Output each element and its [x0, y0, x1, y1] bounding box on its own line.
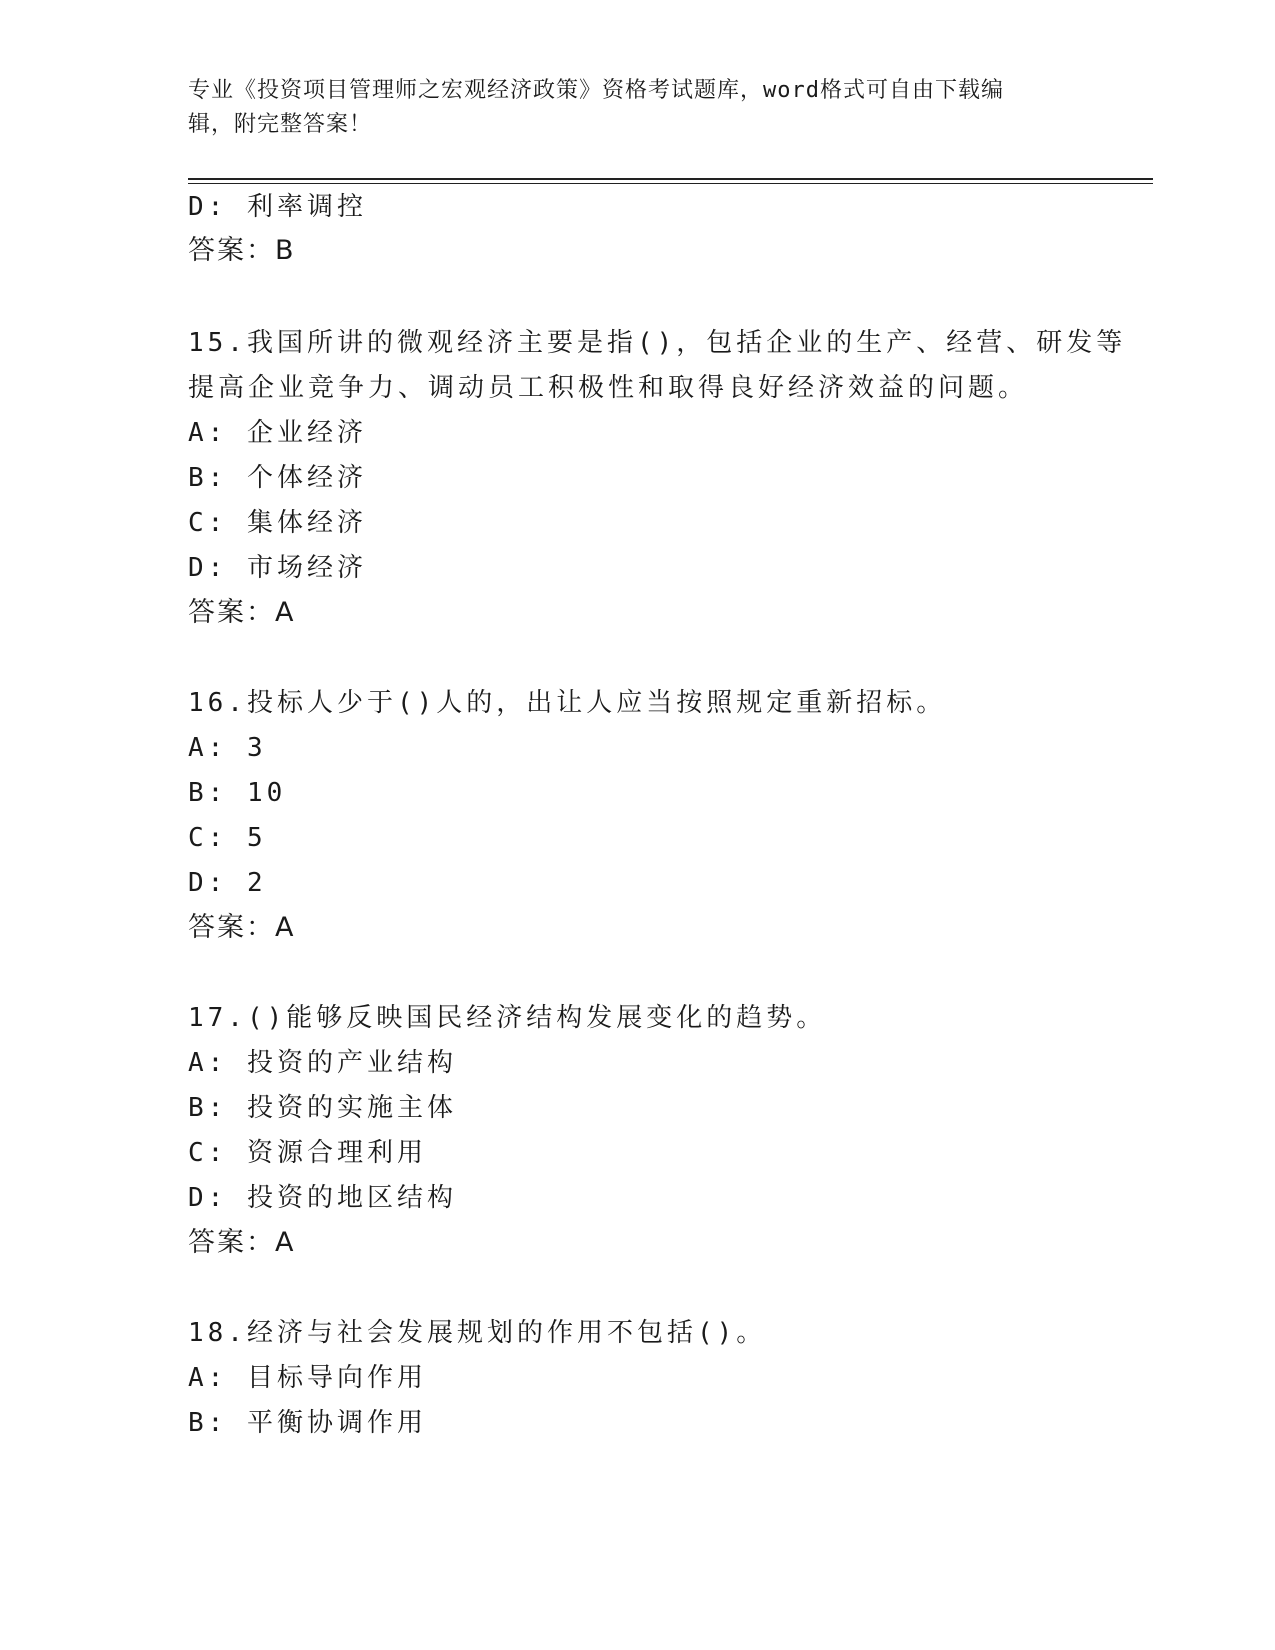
header-divider-thin — [188, 183, 1153, 184]
q18-stem-line-1: 18.经济与社会发展规划的作用不包括()。 — [188, 1318, 767, 1348]
q15-answer: 答案：A — [188, 597, 296, 628]
q15-stem-line-1: 15.我国所讲的微观经济主要是指()，包括企业的生产、经营、研发等 — [188, 328, 1127, 358]
q16-option-c: C: 5 — [188, 823, 267, 853]
q15-option-c: C: 集体经济 — [188, 508, 367, 538]
header-divider — [188, 178, 1153, 180]
q17-option-b: B: 投资的实施主体 — [188, 1093, 457, 1123]
header-line-1: 专业《投资项目管理师之宏观经济政策》资格考试题库，word格式可自由下载编 — [188, 78, 1004, 103]
q18-option-a: A: 目标导向作用 — [188, 1363, 427, 1393]
q18-option-b: B: 平衡协调作用 — [188, 1408, 427, 1438]
q15-option-d: D: 市场经济 — [188, 553, 367, 583]
q16-stem-line-1: 16.投标人少于()人的，出让人应当按照规定重新招标。 — [188, 688, 947, 718]
q16-option-b: B: 10 — [188, 778, 287, 808]
q15-option-b: B: 个体经济 — [188, 463, 367, 493]
header-line-2: 辑，附完整答案！ — [188, 112, 373, 137]
q16-option-d: D: 2 — [188, 868, 267, 898]
q15-stem-line-2: 提高企业竞争力、调动员工积极性和取得良好经济效益的问题。 — [188, 373, 1029, 403]
q17-option-d: D: 投资的地区结构 — [188, 1183, 457, 1213]
q15-option-a: A: 企业经济 — [188, 418, 367, 448]
q17-option-a: A: 投资的产业结构 — [188, 1048, 457, 1078]
q14-answer: 答案：B — [188, 235, 296, 266]
document-header — [188, 74, 1088, 142]
q17-option-c: C: 资源合理利用 — [188, 1138, 427, 1168]
q16-option-a: A: 3 — [188, 733, 267, 763]
q17-stem-line-1: 17.()能够反映国民经济结构发展变化的趋势。 — [188, 1003, 827, 1033]
q14-option-d: D: 利率调控 — [188, 192, 367, 222]
q17-answer: 答案：A — [188, 1227, 296, 1258]
q16-answer: 答案：A — [188, 912, 296, 943]
